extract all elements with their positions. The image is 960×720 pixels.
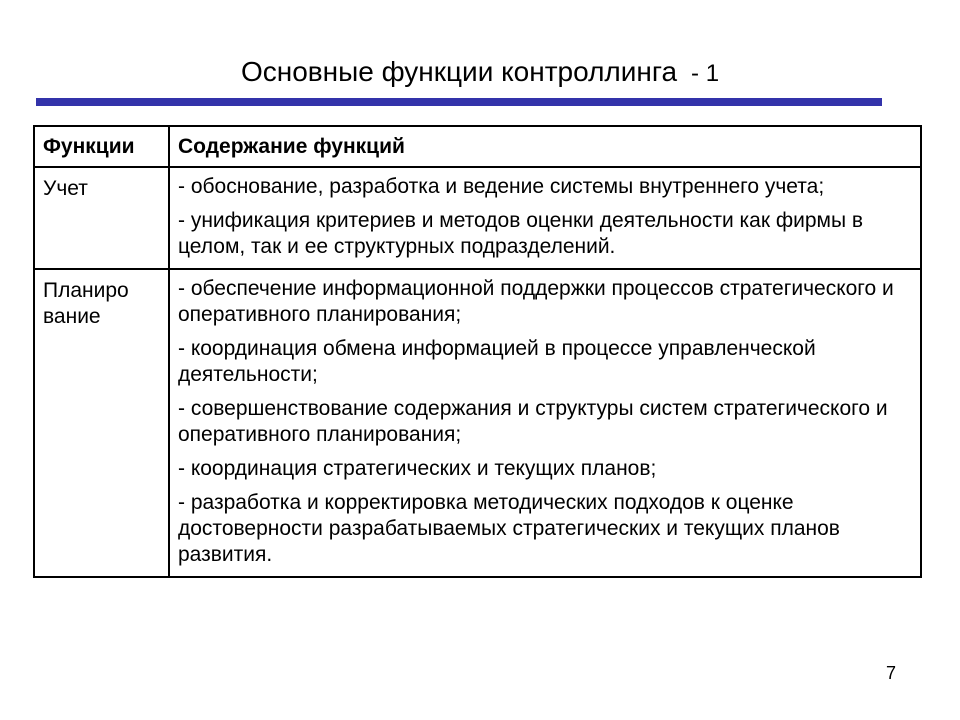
cell-function-accounting	[34, 167, 169, 269]
function-name: Планиро вание	[43, 279, 129, 328]
slide-title	[0, 54, 960, 92]
table-row-accounting	[34, 167, 921, 269]
cell-function-planning	[34, 269, 169, 577]
functions-table	[33, 125, 922, 578]
cell-content-planning	[169, 269, 921, 577]
page-number: 7	[886, 663, 897, 683]
table-header-row	[34, 126, 921, 167]
content-item: - разработка и корректировка методических подходов к оценке достоверности разрабатываемых стратегических и текущих планов развития.	[178, 491, 840, 566]
content-item: - координация обмена информацией в процессе управленческой деятельности;	[178, 337, 816, 386]
function-name: Учет	[43, 177, 88, 200]
content-item: - координация стратегических и текущих планов;	[178, 457, 657, 480]
table-row-planning	[34, 269, 921, 577]
cell-content-accounting	[169, 167, 921, 269]
slide-title-text: Основные функции контроллинга	[240, 56, 678, 87]
header-functions: Функции	[34, 126, 169, 167]
content-item: - обоснование, разработка и ведение системы внутреннего учета;	[178, 175, 825, 198]
slide-title-suffix: - 1	[691, 60, 720, 87]
title-underline	[36, 98, 882, 106]
content-item: - совершенствование содержания и структуры систем стратегического и оперативного планирования;	[178, 397, 888, 446]
content-item: - обеспечение информационной поддержки процессов стратегического и оперативного планирования;	[178, 277, 894, 326]
content-item: - унификация критериев и методов оценки деятельности как фирмы в целом, так и ее структурных подразделений.	[178, 209, 864, 258]
header-content: Содержание функций	[169, 126, 921, 167]
